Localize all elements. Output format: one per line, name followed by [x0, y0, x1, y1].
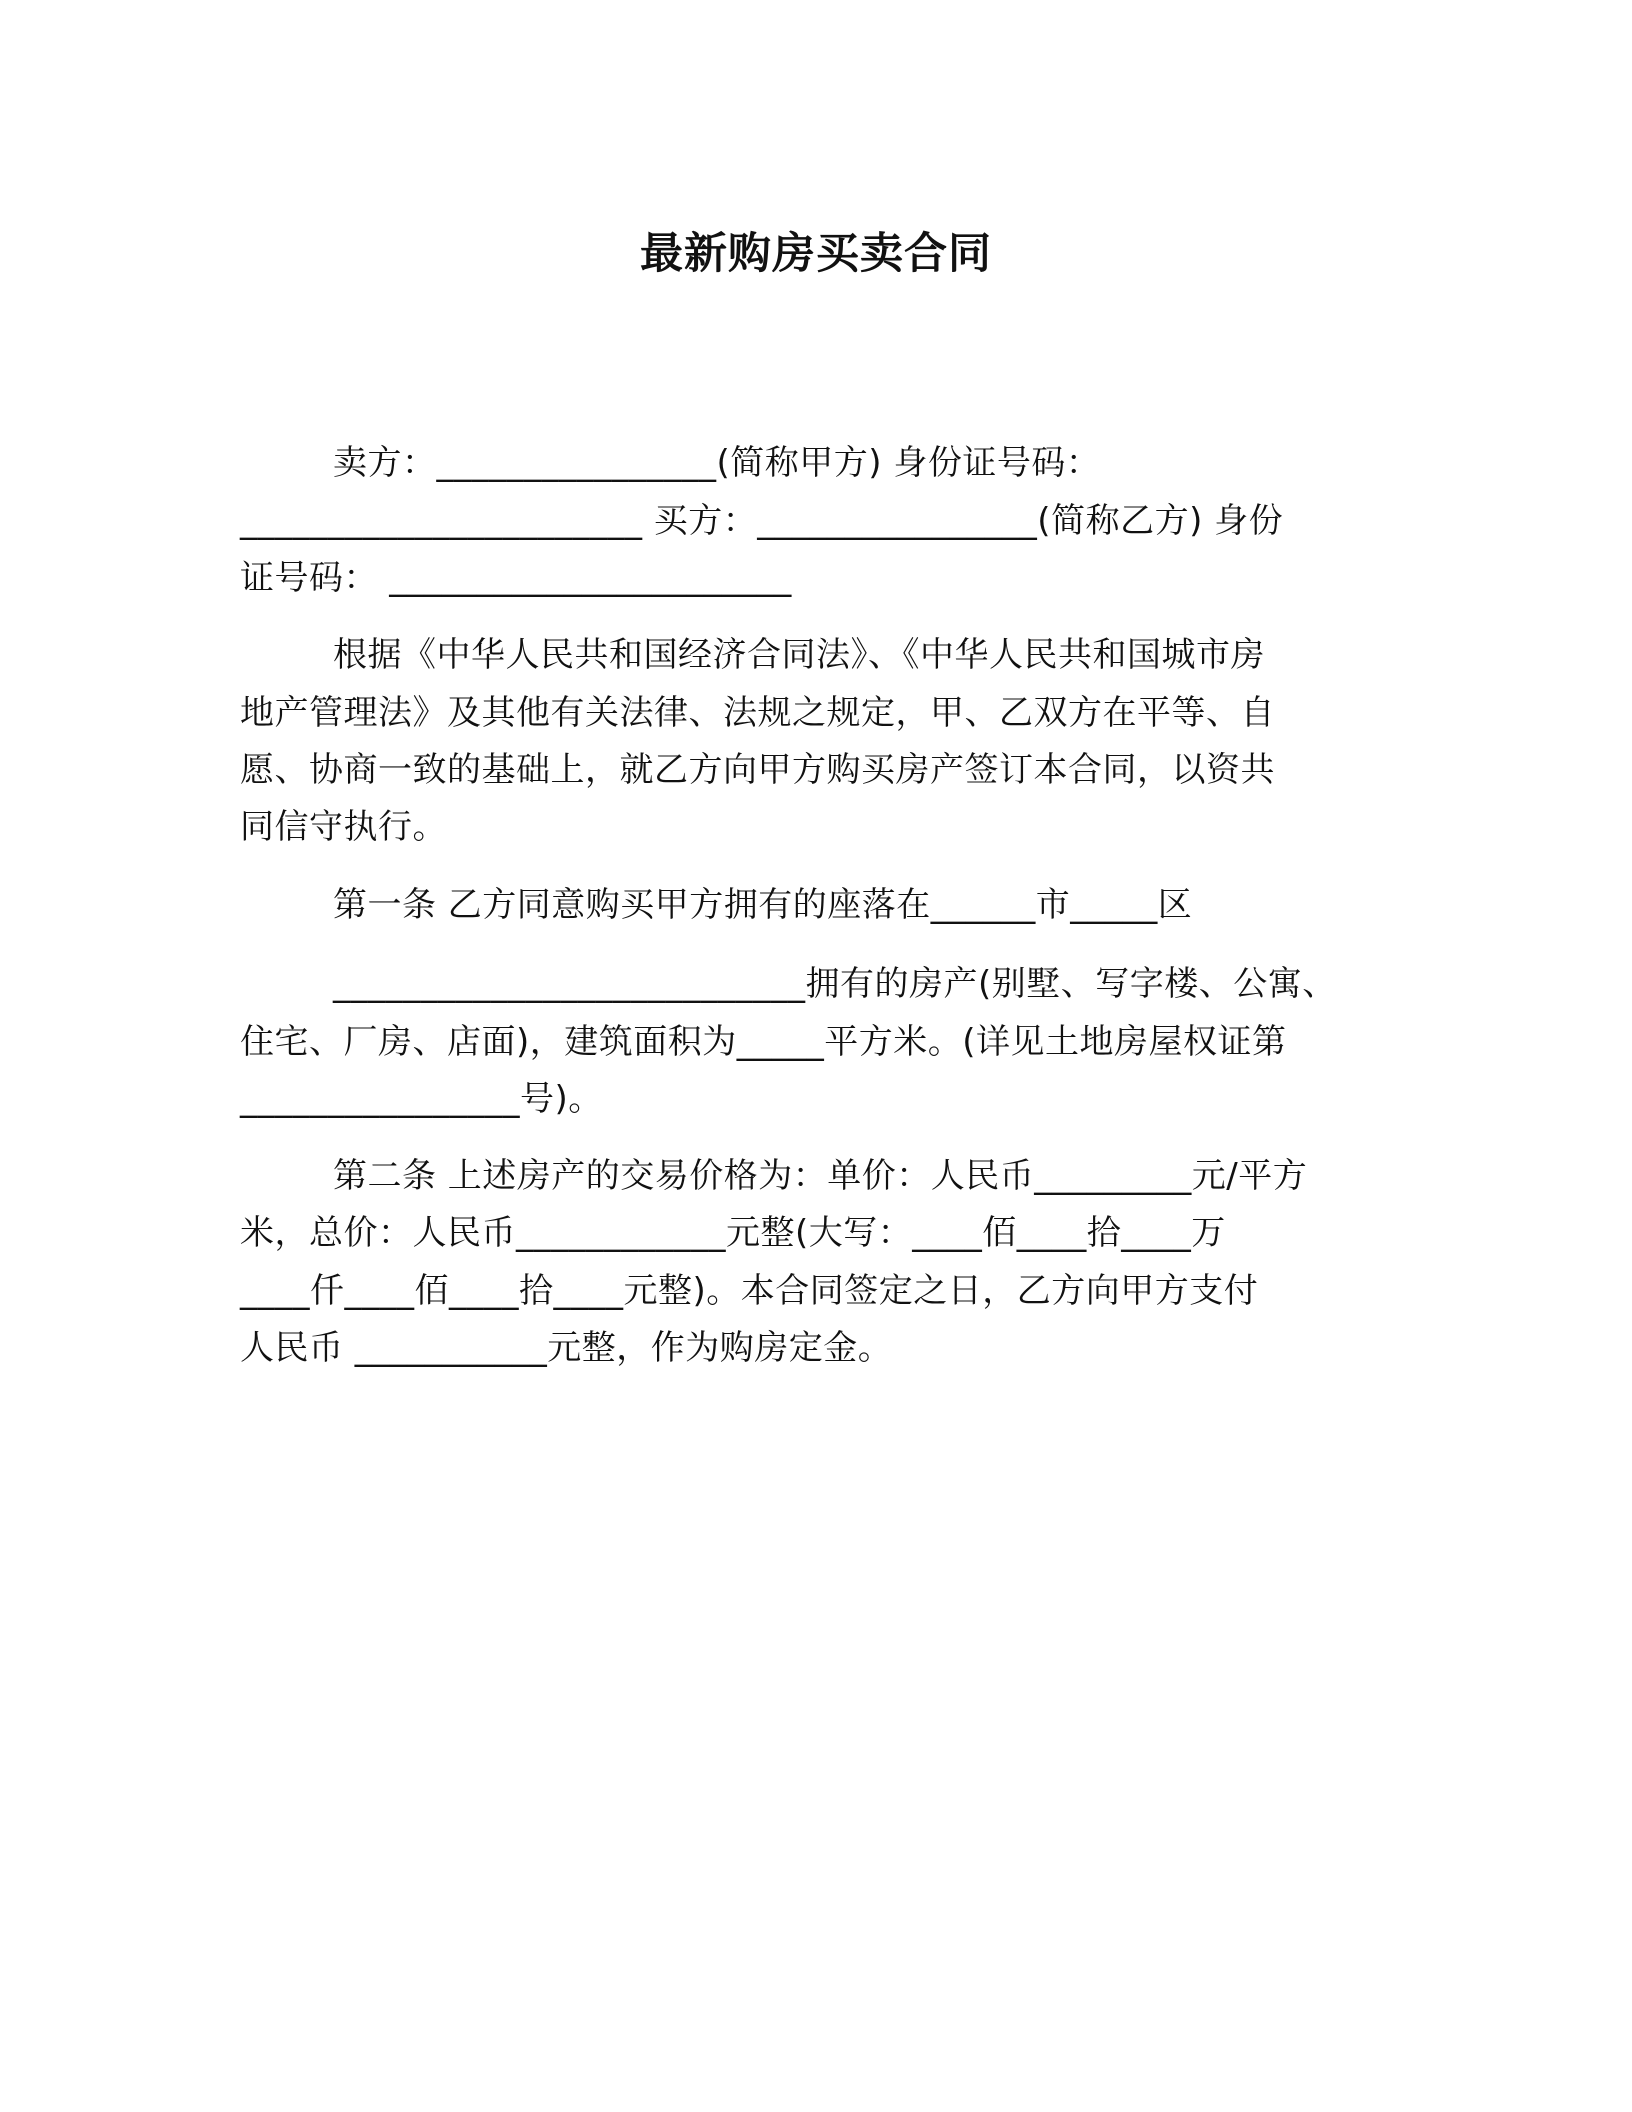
parties-line-1: 卖方：________________(简称甲方) 身份证号码：	[333, 443, 1101, 483]
article1-line-4: ________________号)。	[240, 1079, 603, 1119]
preamble-line-1: 根据《中华人民共和国经济合同法》、《中华人民共和国城市房	[333, 635, 1265, 675]
preamble-line-4: 同信守执行。	[240, 807, 447, 847]
article2-line-2: 米，总价：人民币____________元整(大写：____佰____拾____万	[240, 1213, 1226, 1253]
article1-line-3: 住宅、厂房、店面)，建筑面积为_____平方米。(详见土地房屋权证第	[240, 1022, 1287, 1062]
article2-line-4: 人民币 ___________元整，作为购房定金。	[240, 1328, 893, 1368]
article1-line-1: 第一条 乙方同意购买甲方拥有的座落在______市_____区	[333, 885, 1193, 925]
parties-line-2: _______________________ 买方：________________(简称乙方) 身份	[240, 501, 1284, 541]
preamble-line-2: 地产管理法》及其他有关法律、法规之规定，甲、乙双方在平等、自	[240, 693, 1275, 733]
article2-line-3: ____仟____佰____拾____元整)。本合同签定之日，乙方向甲方支付	[240, 1271, 1259, 1311]
parties-line-3: 证号码： _______________________	[240, 558, 792, 598]
document-title: 最新购房买卖合同	[640, 229, 992, 279]
article2-line-1: 第二条 上述房产的交易价格为：单价：人民币_________元/平方	[333, 1156, 1308, 1196]
article1-line-2: ___________________________拥有的房产(别墅、写字楼、公寓、	[333, 964, 1337, 1004]
preamble-line-3: 愿、协商一致的基础上，就乙方向甲方购买房产签订本合同，以资共	[240, 750, 1275, 790]
